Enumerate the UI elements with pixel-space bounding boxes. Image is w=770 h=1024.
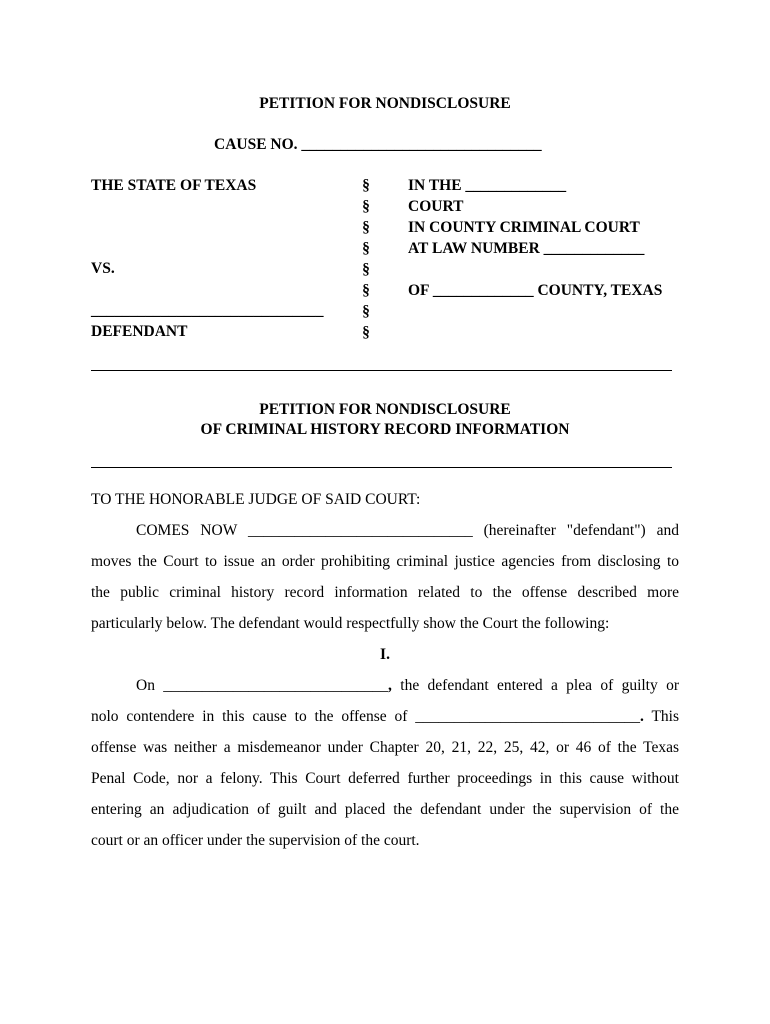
section-symbol: § [362,177,370,194]
section-one-line-2: nolo contendere in this cause to the offense of _____________________________. This [91,708,679,725]
defendant-name-line: ______________________________ [91,302,324,319]
heading-line-1: PETITION FOR NONDISCLOSURE [259,401,511,418]
caption-state: THE STATE OF TEXAS [91,177,257,194]
salutation: TO THE HONORABLE JUDGE OF SAID COURT: [91,491,421,508]
caption-at-law-number: AT LAW NUMBER _____________ [408,240,645,257]
section-symbol: § [362,261,370,278]
intro-line-3: the public criminal history record information related to the offense described more [91,584,679,601]
section-symbol: § [362,240,370,257]
horizontal-rule [91,370,672,371]
intro-line-2: moves the Court to issue an order prohibiting criminal justice agencies from disclosing to [91,553,679,570]
section-symbol: § [362,303,370,320]
heading-line-2: OF CRIMINAL HISTORY RECORD INFORMATION [200,421,570,438]
section-one-line-4: Penal Code, nor a felony. This Court deferred further proceedings in this cause without [91,770,679,787]
section-one-line-6: court or an officer under the supervision of the court. [91,832,420,849]
section-number: I. [380,646,390,663]
caption-court: COURT [408,198,464,215]
caption-in-the: IN THE _____________ [408,177,567,194]
document-title: PETITION FOR NONDISCLOSURE [259,95,511,112]
section-symbol: § [362,219,370,236]
intro-line-4: particularly below. The defendant would respectfully show the Court the following: [91,615,610,632]
caption-county-criminal-court: IN COUNTY CRIMINAL COURT [408,219,640,236]
section-one-line-1: On _____________________________, the defendant entered a plea of guilty or [136,677,679,694]
caption-defendant-label: DEFENDANT [91,323,188,340]
section-one-line-5: entering an adjudication of guilt and placed the defendant under the supervision of the [91,801,679,818]
intro-line-1: COMES NOW _____________________________ (hereinafter "defendant") and [136,522,679,539]
section-symbol: § [362,282,370,299]
section-symbol: § [362,324,370,341]
cause-number: CAUSE NO. _______________________________ [214,136,542,153]
section-one-line-3: offense was neither a misdemeanor under Chapter 20, 21, 22, 25, 42, or 46 of the Texas [91,739,679,756]
caption-vs: VS. [91,260,115,277]
caption-of-county: OF _____________ COUNTY, TEXAS [408,282,663,299]
horizontal-rule [91,467,672,468]
section-symbol: § [362,198,370,215]
